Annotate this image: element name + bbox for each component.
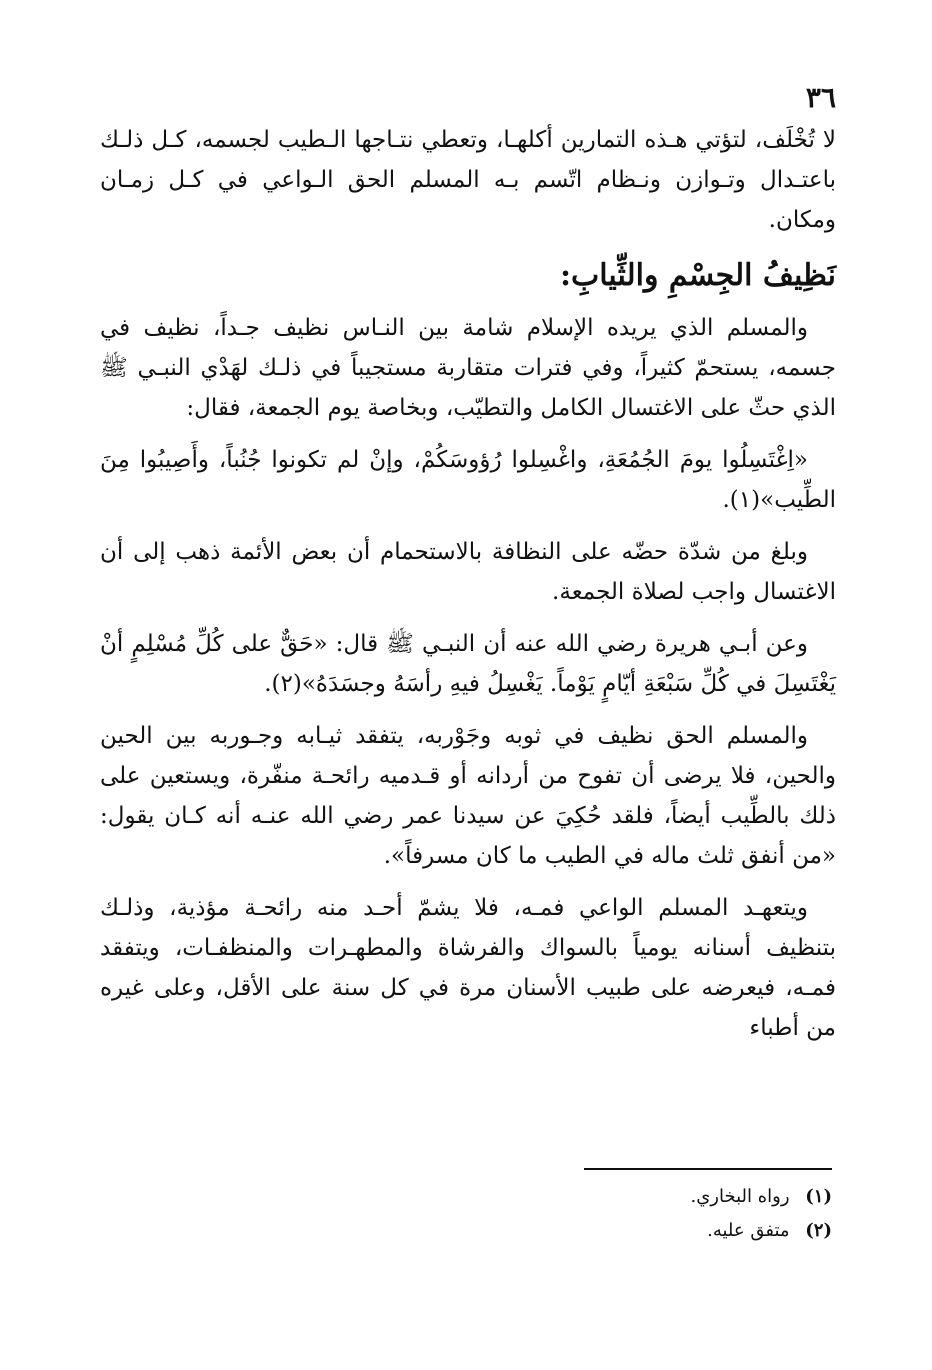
hadith-quote-1: «اِغْتَسِلُوا يومَ الجُمُعَةِ، واغْسِلوا رُؤوسَكُمْ، وإنْ لم تكونوا جُنُباً، وأَصِيبُوا مِنَ الطِّيب»(١). <box>100 447 836 513</box>
paragraph-2: والمسلم الذي يريده الإسلام شامة بين النـاس نظيف جـداً، نظيف في جسمه، يستحمّ كثيراً، وفي فترات متقاربة مستجيباً في ذلـك لهَدْي النبـي ﷺ الذي حثّ على الاغتسال الكامل والتطيّب، وبخاصة يوم الجمعة، فقال: <box>100 315 836 421</box>
footnote-1-text: رواه البخاري. <box>690 1186 790 1207</box>
section-heading: نَظِيفُ الجِسْمِ والثِّيابِ: <box>559 258 836 293</box>
footnote-1 <box>432 1180 832 1214</box>
footnote-2-number: (٢) <box>805 1220 832 1241</box>
page-number: ٣٦ <box>805 81 836 114</box>
paragraph-1: لا تُخْلَف، لتؤتي هـذه التمارين أكلهـا، وتعطي نتـاجها الـطيب لجسمه، كـل ذلـك باعتـدال وتـوازن ونـظام اتّسم بـه المسلم الحق الـواعي في كـل زمـان ومكان. <box>100 127 836 233</box>
page-body <box>100 78 836 1048</box>
footnote-2 <box>432 1214 832 1248</box>
paragraph-3: وبلغ من شدّة حضّه على النظافة بالاستحمام أن بعض الأئمة ذهب إلى أن الاغتسال واجب لصلاة الجمعة. <box>100 539 836 605</box>
paragraph-4: والمسلم الحق نظيف في ثوبه وجَوْربه، يتفقد ثيـابه وجـوربه بين الحين والحين، فلا يرضى أن تفوح من أردانه أو قـدميه رائحـة منفّرة، ويستعين على ذلك بالطِّيب أيضاً، فلقد حُكِيَ عن سيدنا عمر رضي الله عنـه أنه كـان يقول: «من أنفق ثلث ماله في الطيب ما كان مسرفاً». <box>100 723 836 869</box>
footnotes <box>432 1180 832 1248</box>
footnote-divider <box>584 1168 832 1170</box>
paragraph-5: ويتعهـد المسلم الواعي فمـه، فلا يشمّ أحـد منه رائحـة مؤذية، وذلـك بتنظيف أسنانه يومياً بالسواك والفرشاة والمطهـرات والمنظفـات، ويتفقد فمـه، فيعرضه على طبيب الأسنان مرة في كل سنة على الأقل، وعلى غيره من أطباء <box>100 895 836 1041</box>
footnote-2-text: متفق عليه. <box>707 1220 790 1241</box>
hadith-quote-2: وعن أبـي هريرة رضي الله عنه أن النبـي ﷺ قال: «حَقٌّ على كُلِّ مُسْلِمٍ أنْ يَغْتَسِلَ في كُلِّ سَبْعَةِ أيّامٍ يَوْماً. يَغْسِلُ فيهِ رأسَهُ وجسَدَهُ»(٢). <box>100 631 836 697</box>
footnote-1-number: (١) <box>805 1186 832 1207</box>
